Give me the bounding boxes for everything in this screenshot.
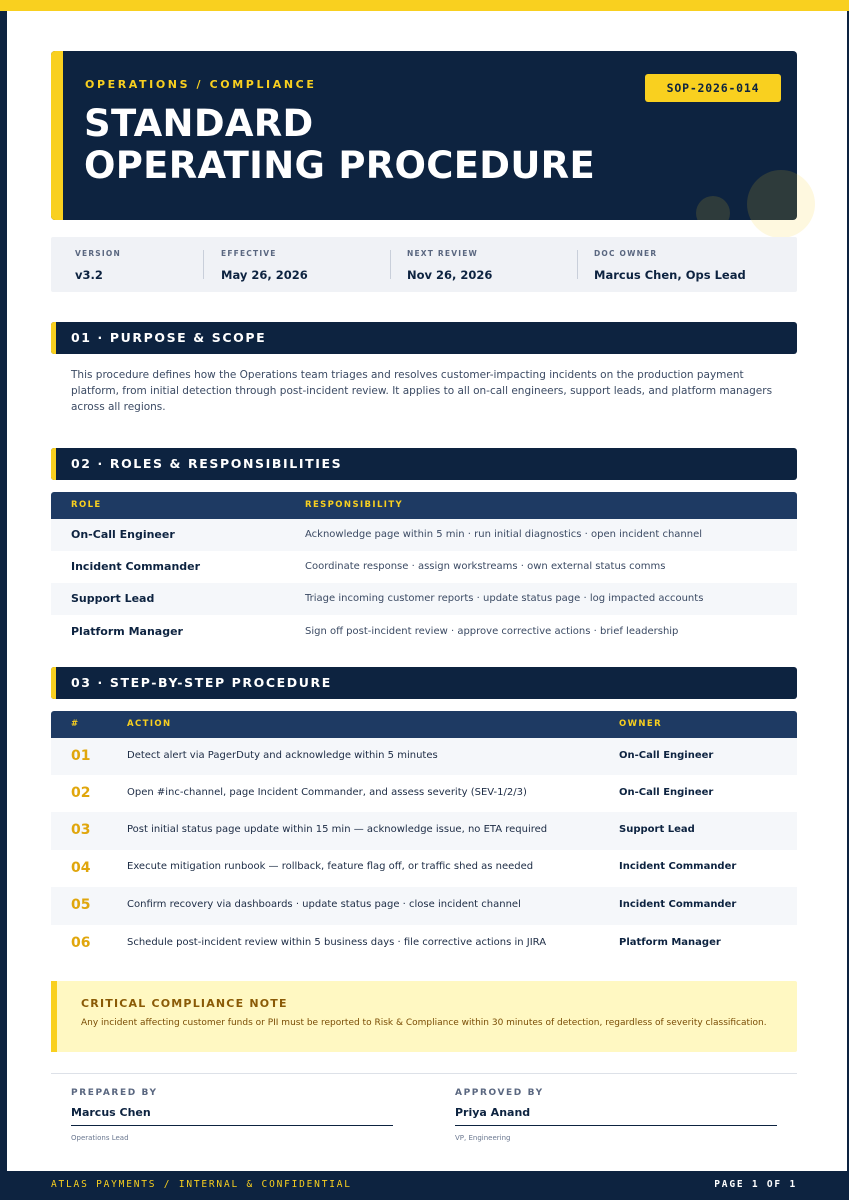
document-id-badge: SOP-2026-014: [645, 74, 781, 102]
section-title: 01 · PURPOSE & SCOPE: [71, 330, 267, 345]
document-header: [51, 51, 797, 220]
prepared-by-role: Operations Lead: [71, 1134, 129, 1142]
meta-divider: [390, 250, 391, 279]
approved-by-label: APPROVED BY: [455, 1088, 544, 1098]
section-header-roles: [51, 448, 797, 480]
section-accent-bar: [51, 448, 56, 480]
title-line-1: STANDARD: [84, 102, 314, 145]
role-responsibility: Acknowledge page within 5 min · run initial diagnostics · open incident channel: [305, 529, 703, 540]
step-number: 06: [71, 935, 91, 951]
step-owner: Support Lead: [619, 824, 695, 835]
note-text: Any incident affecting customer funds or PII must be reported to Risk & Compliance within 30 minutes of detection, regardless of severity classification.: [81, 1018, 767, 1028]
step-action: Schedule post-incident review within 5 business days · file corrective actions in JIRA: [127, 937, 547, 948]
step-action: Execute mitigation runbook — rollback, feature flag off, or traffic shed as needed: [127, 861, 534, 872]
column-header-role: ROLE: [71, 500, 102, 510]
section-header-purpose: [51, 322, 797, 354]
meta-doc-owner-value: Marcus Chen, Ops Lead: [594, 268, 746, 282]
prepared-by-signature-line: [71, 1125, 393, 1126]
meta-doc-owner-label: DOC OWNER: [594, 249, 658, 258]
column-header-owner: OWNER: [619, 719, 663, 729]
table-row: [51, 519, 797, 551]
step-owner: On-Call Engineer: [619, 787, 714, 798]
column-header-number: #: [71, 719, 80, 729]
step-owner: On-Call Engineer: [619, 750, 714, 761]
section-accent-bar: [51, 322, 56, 354]
table-row: [51, 887, 797, 925]
meta-version-value: v3.2: [75, 268, 103, 282]
document-meta-strip: [51, 237, 797, 292]
purpose-text: This procedure defines how the Operations team triages and resolves customer-impacting incidents on the production payment platform, from initial detection through post-incident review. It applies to all on-call engineers, support leads, and platform managers across all regions.: [71, 369, 773, 413]
role-responsibility: Sign off post-incident review · approve corrective actions · brief leadership: [305, 626, 679, 637]
role-name: Platform Manager: [71, 625, 183, 638]
table-row: [51, 738, 797, 775]
meta-divider: [203, 250, 204, 279]
step-owner: Incident Commander: [619, 899, 737, 910]
table-row: [51, 925, 797, 962]
approved-by-role: VP, Engineering: [455, 1134, 511, 1142]
page-footer: [7, 1171, 849, 1200]
approved-by-name: Priya Anand: [455, 1106, 531, 1119]
signature-divider: [51, 1073, 797, 1074]
prepared-by-name: Marcus Chen: [71, 1106, 151, 1119]
step-action: Open #inc-channel, page Incident Commander, and assess severity (SEV-1/2/3): [127, 787, 527, 798]
footer-org-label: ATLAS PAYMENTS / INTERNAL & CONFIDENTIAL: [51, 1179, 352, 1190]
meta-divider: [577, 250, 578, 279]
section-header-procedure: [51, 667, 797, 699]
step-number: 03: [71, 822, 91, 838]
roles-table-header: [51, 492, 797, 519]
section-title: 02 · ROLES & RESPONSIBILITIES: [71, 456, 343, 471]
header-kicker: OPERATIONS / COMPLIANCE: [85, 78, 317, 91]
section-accent-bar: [51, 667, 56, 699]
step-action: Confirm recovery via dashboards · update status page · close incident channel: [127, 899, 521, 910]
column-header-responsibility: RESPONSIBILITY: [305, 500, 404, 510]
note-title: CRITICAL COMPLIANCE NOTE: [81, 997, 288, 1010]
meta-next-review-label: NEXT REVIEW: [407, 249, 478, 258]
meta-effective-value: May 26, 2026: [221, 268, 308, 282]
note-accent-bar: [51, 981, 57, 1052]
table-row: [51, 812, 797, 850]
role-responsibility: Coordinate response · assign workstreams · own external status comms: [305, 561, 666, 572]
role-name: Incident Commander: [71, 560, 201, 573]
column-header-action: ACTION: [127, 719, 172, 729]
header-accent-bar: [51, 51, 63, 220]
step-owner: Incident Commander: [619, 861, 737, 872]
step-owner: Platform Manager: [619, 937, 721, 948]
meta-version-label: VERSION: [75, 249, 121, 258]
step-action: Detect alert via PagerDuty and acknowledge within 5 minutes: [127, 750, 438, 761]
table-row: [51, 850, 797, 887]
step-number: 05: [71, 897, 91, 913]
step-action: Post initial status page update within 15 min — acknowledge issue, no ETA required: [127, 824, 548, 835]
step-number: 01: [71, 748, 91, 764]
prepared-by-label: PREPARED BY: [71, 1088, 158, 1098]
document-title: [84, 103, 595, 187]
decorative-circle-large: [747, 170, 815, 238]
left-edge-rule: [0, 0, 7, 1200]
table-row: [51, 775, 797, 812]
meta-effective-label: EFFECTIVE: [221, 249, 277, 258]
decorative-circle-small: [696, 196, 730, 220]
section-title: 03 · STEP-BY-STEP PROCEDURE: [71, 675, 332, 690]
step-number: 02: [71, 785, 91, 801]
procedure-table-header: [51, 711, 797, 738]
role-name: Support Lead: [71, 592, 155, 605]
approved-by-signature-line: [455, 1125, 777, 1126]
title-line-2: OPERATING PROCEDURE: [84, 144, 596, 187]
table-row: [51, 551, 797, 583]
meta-next-review-value: Nov 26, 2026: [407, 268, 493, 282]
footer-page-number: PAGE 1 OF 1: [714, 1179, 797, 1190]
compliance-note: [51, 981, 797, 1052]
table-row: [51, 615, 797, 648]
role-responsibility: Triage incoming customer reports · update status page · log impacted accounts: [305, 593, 704, 604]
step-number: 04: [71, 860, 91, 876]
table-row: [51, 583, 797, 615]
role-name: On-Call Engineer: [71, 528, 175, 541]
top-accent-rule: [0, 0, 849, 11]
